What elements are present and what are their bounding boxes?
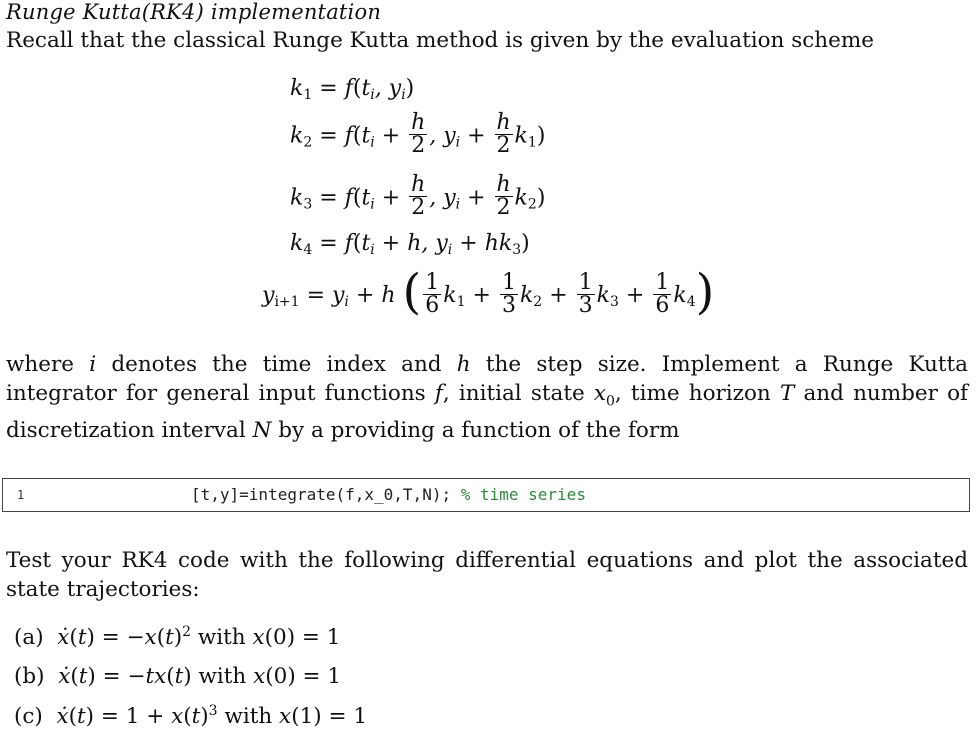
test-case-a-equation: ẋ(t) = $-x(t)^2$ (57, 624, 192, 651)
equation-update: $yi+1 = y_i + h$ ( $\frac{1}{6}$ k1 + $\frac{1}{3}$ k2 + $\frac{1}{3}$ k3 + $\frac{1}{6}$ k4) (262, 264, 715, 320)
code-line: [t,y]=integrate(f,x_0,T,N); % time series (191, 485, 586, 504)
code-listing (2, 478, 970, 512)
test-case-c: (c) ẋ(t) = $1 + x(t)^3$ with x(1) = 1 (14, 703, 368, 730)
equation-k4: $k4 = f(t_i + h$, $y_i + hk3$) (290, 231, 530, 258)
rk4-equations (0, 76, 976, 336)
test-case-c-equation: ẋ(t) = $1 + x(t)^3$ (56, 703, 218, 730)
equation-k2: $k2 = f(t_i$ + $\frac{h}{2}$ , $y_i$ + $\frac{h}{2}$ k1) (290, 110, 546, 158)
page-title: Runge Kutta(RK4) implementation (6, 0, 382, 24)
equation-k3: $k3 = f(t_i$ + $\frac{h}{2}$ , $y_i$ + $\frac{h}{2}$ k2) (290, 172, 546, 220)
code-comment: % time series (460, 485, 586, 504)
equation-k1: $k1 = f(t_i$, $y_i$) (290, 76, 415, 103)
test-case-b: (b) ẋ(t) = −tx(t) with x(0) = 1 (14, 664, 342, 689)
line-number: 1 (17, 488, 25, 502)
test-case-a: (a) ẋ(t) = $-x(t)^2$ with x(0) = 1 (14, 624, 341, 651)
intro-text: Recall that the classical Runge Kutta method is given by the evaluation scheme (6, 28, 874, 53)
test-case-b-equation: ẋ(t) = −tx(t) (58, 664, 192, 689)
description-paragraph: where i denotes the time index and h the step size. Implement a Runge Kutta integrator for general input functions f, initial state $x_0$, time horizon T and number of discretization interval N by a providing a function of the form (6, 352, 968, 444)
test-intro: Test your RK4 code with the following differential equations and plot the associated state trajectories: (6, 548, 968, 602)
